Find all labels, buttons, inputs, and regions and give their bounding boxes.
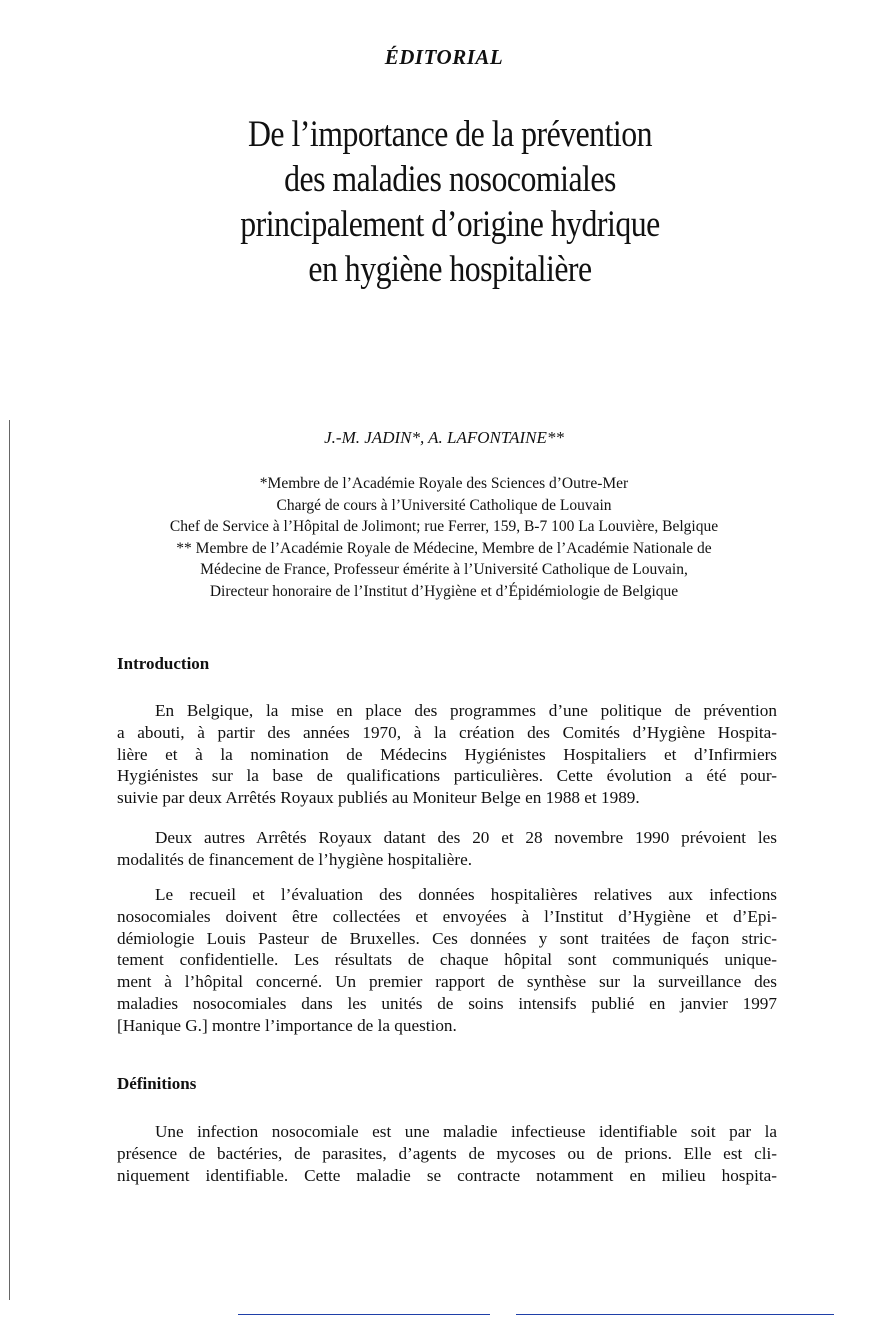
affiliation-line: Médecine de France, Professeur émérite à l’Université Catholique de Louvain, [200,561,688,578]
affiliation-line: ** Membre de l’Académie Royale de Médecine, Membre de l’Académie Nationale de [176,539,712,557]
text-line: modalités de financement de l’hygiène hospitalière. [117,849,473,869]
text-line: Une infection nosocomiale est une maladie infectieuse identifiable soit par la [155,1122,777,1141]
text-line: tement confidentielle. Les résultats de chaque hôpital sont communiqués unique- [117,950,777,970]
intro-paragraph-1 [117,700,777,809]
footer-rule-right [516,1314,834,1315]
title-line: De l’importance de la prévention [247,114,653,155]
text-line: lière et à la nomination de Médecins Hygiénistes Hospitaliers et d’Infirmiers [117,744,777,764]
authors: J.-M. JADIN*, A. LAFONTAINE** [324,428,564,447]
text-line: niquement identifiable. Cette maladie se contracte notamment en milieu hospita- [117,1165,777,1185]
intro-paragraph-2 [117,827,777,871]
article-title [175,112,725,292]
affiliation-line: *Membre de l’Académie Royale des Sciences d’Outre-Mer [259,475,629,492]
text-line: [Hanique G.] montre l’importance de la question. [117,1015,457,1035]
affiliation-line: Chargé de cours à l’Université Catholique de Louvain [276,496,612,514]
text-line: Le recueil et l’évaluation des données hospitalières relatives aux infections [155,885,777,904]
title-line: des maladies nosocomiales [284,159,616,200]
affiliations [100,473,788,602]
text-line: En Belgique, la mise en place des programmes d’une politique de prévention [155,701,777,720]
text-line: a abouti, à partir des années 1970, à la création des Comités d’Hygiène Hospita- [117,722,777,742]
scan-margin-line [9,420,10,1300]
definitions-paragraph-1 [117,1121,777,1186]
affiliation-line: Chef de Service à l’Hôpital de Jolimont; rue Ferrer, 159, B-7 100 La Louvière, Belgique [169,518,719,535]
footer-rule-left [238,1314,490,1315]
text-line: démiologie Louis Pasteur de Bruxelles. Ces données y sont traitées de façon stric- [117,928,777,948]
text-line: Hygiénistes sur la base de qualifications particulières. Cette évolution a été pour- [117,766,777,786]
affiliation-line: Directeur honoraire de l’Institut d’Hygiène et d’Épidémiologie de Belgique [209,582,679,600]
intro-paragraph-3 [117,884,777,1037]
section-label: ÉDITORIAL [384,45,504,69]
text-line: nosocomiales doivent être collectées et envoyées à l’Institut d’Hygiène et d’Epi- [117,906,777,926]
text-line: suivie par deux Arrêtés Royaux publiés au Moniteur Belge en 1988 et 1989. [117,788,640,808]
text-line: ment à l’hôpital concerné. Un premier rapport de synthèse sur la surveillance des [117,972,777,992]
text-line: présence de bactéries, de parasites, d’agents de mycoses ou de prions. Elle est cli- [117,1143,777,1163]
heading-definitions: Définitions [117,1074,197,1093]
text-line: Deux autres Arrêtés Royaux datant des 20 et 28 novembre 1990 prévoient les [155,828,777,847]
title-line: en hygiène hospitalière [308,249,592,290]
heading-introduction: Introduction [117,654,210,673]
title-line: principalement d’origine hydrique [240,204,660,245]
text-line: maladies nosocomiales dans les unités de soins intensifs publié en janvier 1997 [117,993,777,1013]
